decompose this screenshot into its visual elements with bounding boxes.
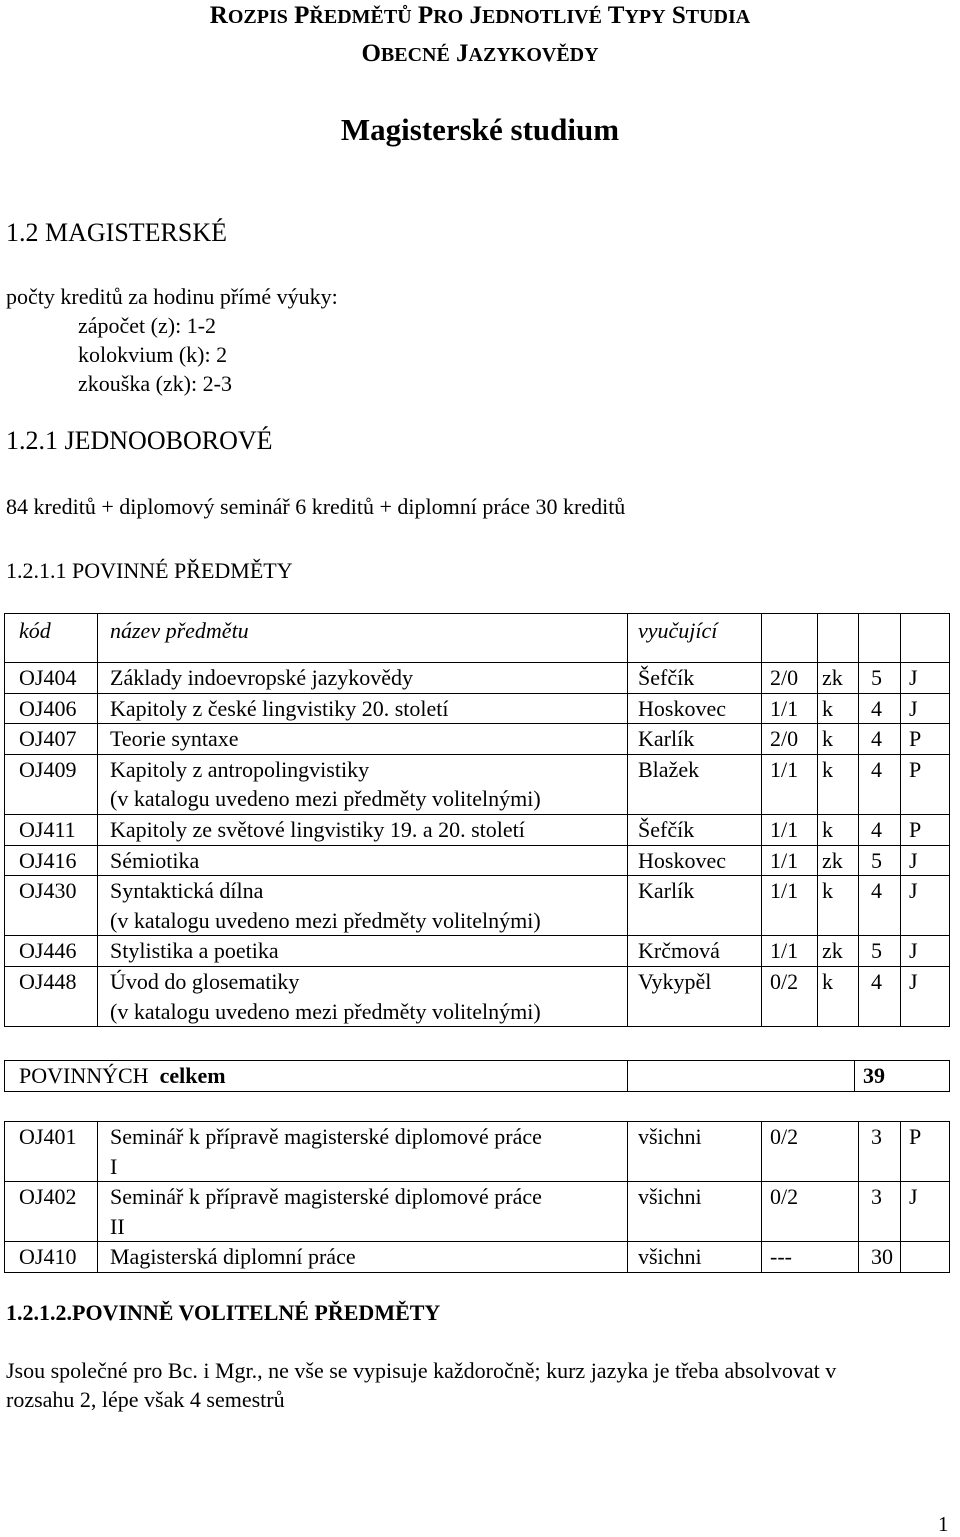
title-text-2: OBECNÉ JAZYKOVĚDY — [361, 40, 599, 67]
header-blank — [762, 614, 818, 663]
course-name — [98, 814, 628, 845]
header-name: název předmětu — [98, 614, 628, 663]
header-blank — [901, 614, 950, 663]
totals-row — [5, 1061, 950, 1092]
page-number: 1 — [938, 1512, 949, 1536]
table-header-row — [5, 614, 950, 663]
header-teacher: vyučující — [628, 614, 762, 663]
course-name — [98, 663, 628, 694]
course-type: P — [901, 724, 950, 755]
header-code: kód — [5, 614, 98, 663]
course-name — [98, 966, 628, 1026]
course-credits: 4 — [859, 693, 901, 724]
thesis-teacher: všichni — [628, 1182, 762, 1242]
table-row — [5, 966, 950, 1026]
table-row — [5, 845, 950, 876]
credit-line: zápočet (z): 1-2 — [78, 313, 217, 338]
course-exam: k — [818, 966, 859, 1026]
course-code: OJ446 — [5, 936, 98, 967]
course-exam: k — [818, 693, 859, 724]
thesis-credits: 3 — [859, 1182, 901, 1242]
total-label-a: POVINNÝCH — [19, 1063, 149, 1088]
header-blank — [818, 614, 859, 663]
section-text-line1: Jsou společné pro Bc. i Mgr., ne vše se vypisuje každoročně; kurz jazyka je třeba absolvovat v — [6, 1358, 837, 1383]
course-code: OJ404 — [5, 663, 98, 694]
course-exam: k — [818, 814, 859, 845]
table-row — [5, 693, 950, 724]
course-credits: 4 — [859, 724, 901, 755]
thesis-hours: 0/2 — [762, 1182, 859, 1242]
course-name — [98, 845, 628, 876]
totals-table — [4, 1060, 950, 1092]
header-blank — [859, 614, 901, 663]
title-text: ROZPIS PŘEDMĚTŮ PRO JEDNOTLIVÉ TYPY STUDIA — [209, 2, 751, 29]
thesis-teacher: všichni — [628, 1242, 762, 1273]
course-code: OJ416 — [5, 845, 98, 876]
thesis-code: OJ402 — [5, 1182, 98, 1242]
thesis-name-cont: II — [110, 1213, 125, 1239]
course-credits: 4 — [859, 814, 901, 845]
course-credits: 5 — [859, 936, 901, 967]
thesis-row — [5, 1182, 950, 1242]
course-name — [98, 693, 628, 724]
table-row — [5, 754, 950, 814]
course-hours: 1/1 — [762, 754, 818, 814]
course-type: J — [901, 966, 950, 1026]
credit-line: kolokvium (k): 2 — [78, 342, 228, 367]
thesis-credits: 3 — [859, 1122, 901, 1182]
thesis-name-cont: I — [110, 1153, 118, 1179]
course-note: (v katalogu uvedeno mezi předměty volitelnými) — [110, 786, 541, 812]
course-teacher: Blažek — [628, 754, 762, 814]
course-name-text: Stylistika a poetika — [110, 938, 279, 964]
course-type: P — [901, 754, 950, 814]
course-name-text: Kapitoly z české lingvistiky 20. století — [110, 695, 449, 721]
course-exam: k — [818, 724, 859, 755]
thesis-name — [98, 1242, 628, 1273]
course-hours: 1/1 — [762, 814, 818, 845]
table-row — [5, 876, 950, 936]
course-teacher: Krčmová — [628, 936, 762, 967]
thesis-row — [5, 1122, 950, 1182]
table-row — [5, 663, 950, 694]
thesis-type: J — [901, 1182, 950, 1242]
course-type: J — [901, 693, 950, 724]
thesis-hours: --- — [762, 1242, 859, 1273]
thesis-type: P — [901, 1122, 950, 1182]
total-label — [5, 1061, 628, 1092]
document-title-line1 — [0, 2, 960, 30]
thesis-name-text: Seminář k přípravě magisterské diplomové práce — [110, 1184, 542, 1210]
course-name — [98, 876, 628, 936]
thesis-row — [5, 1242, 950, 1273]
total-value: 39 — [855, 1061, 950, 1092]
thesis-credits: 30 — [859, 1242, 901, 1273]
course-name-text: Základy indoevropské jazykovědy — [110, 665, 414, 690]
section-text-line2: rozsahu 2, lépe však 4 semestrů — [6, 1387, 285, 1412]
table-row — [5, 936, 950, 967]
course-exam: k — [818, 754, 859, 814]
credits-intro: počty kreditů za hodinu přímé výuky: — [6, 284, 338, 309]
course-type: J — [901, 936, 950, 967]
total-label-b: celkem — [159, 1063, 226, 1088]
credit-line: zkouška (zk): 2-3 — [78, 371, 232, 396]
thesis-code: OJ410 — [5, 1242, 98, 1273]
course-name — [98, 936, 628, 967]
course-code: OJ409 — [5, 754, 98, 814]
thesis-type — [901, 1242, 950, 1273]
credits-summary: 84 kreditů + diplomový seminář 6 kreditů + diplomní práce 30 kreditů — [6, 494, 626, 519]
course-exam: zk — [818, 936, 859, 967]
section-heading-1-2: 1.2 MAGISTERSKÉ — [6, 218, 228, 247]
course-name-text: Teorie syntaxe — [110, 726, 239, 752]
course-credits: 4 — [859, 966, 901, 1026]
course-hours: 1/1 — [762, 876, 818, 936]
course-teacher: Karlík — [628, 876, 762, 936]
section-heading-1-2-1: 1.2.1 JEDNOOBOROVÉ — [6, 426, 273, 455]
thesis-name — [98, 1182, 628, 1242]
course-name-text: Kapitoly z antropolingvistiky — [110, 756, 370, 782]
course-type: J — [901, 845, 950, 876]
course-credits: 5 — [859, 845, 901, 876]
course-code: OJ407 — [5, 724, 98, 755]
section-heading-1-2-1-1: 1.2.1.1 POVINNÉ PŘEDMĚTY — [6, 558, 293, 583]
course-hours: 1/1 — [762, 936, 818, 967]
course-hours: 0/2 — [762, 966, 818, 1026]
course-type: P — [901, 814, 950, 845]
course-type: J — [901, 663, 950, 694]
course-name-text: Kapitoly ze světové lingvistiky 19. a 20. století — [110, 816, 525, 842]
course-name — [98, 754, 628, 814]
course-hours: 1/1 — [762, 845, 818, 876]
course-hours: 2/0 — [762, 663, 818, 694]
course-teacher: Hoskovec — [628, 845, 762, 876]
thesis-name-text: Magisterská diplomní práce — [110, 1244, 356, 1270]
thesis-hours: 0/2 — [762, 1122, 859, 1182]
course-note: (v katalogu uvedeno mezi předměty volitelnými) — [110, 998, 541, 1024]
course-hours: 1/1 — [762, 693, 818, 724]
course-teacher: Vykypěl — [628, 966, 762, 1026]
course-name-text: Syntaktická dílna — [110, 878, 264, 904]
document-subtitle: Magisterské studium — [340, 112, 620, 147]
course-teacher: Hoskovec — [628, 693, 762, 724]
course-code: OJ430 — [5, 876, 98, 936]
table-row — [5, 724, 950, 755]
thesis-name-text: Seminář k přípravě magisterské diplomové práce — [110, 1124, 542, 1149]
course-credits: 4 — [859, 876, 901, 936]
document-title-line2 — [0, 40, 960, 68]
course-name-text: Sémiotika — [110, 847, 200, 873]
mandatory-courses-table — [4, 613, 950, 1027]
table-row — [5, 814, 950, 845]
course-exam: zk — [818, 663, 859, 694]
course-code: OJ411 — [5, 814, 98, 845]
course-teacher: Šefčík — [628, 663, 762, 694]
course-type: J — [901, 876, 950, 936]
course-hours: 2/0 — [762, 724, 818, 755]
thesis-name — [98, 1122, 628, 1182]
course-exam: zk — [818, 845, 859, 876]
total-blank — [628, 1061, 855, 1092]
section-heading-1-2-1-2: 1.2.1.2.POVINNĚ VOLITELNÉ PŘEDMĚTY — [6, 1300, 441, 1325]
course-credits: 5 — [859, 663, 901, 694]
course-note: (v katalogu uvedeno mezi předměty volitelnými) — [110, 907, 541, 933]
course-exam: k — [818, 876, 859, 936]
thesis-teacher: všichni — [628, 1122, 762, 1182]
thesis-code: OJ401 — [5, 1122, 98, 1182]
course-code: OJ406 — [5, 693, 98, 724]
course-name — [98, 724, 628, 755]
course-teacher: Šefčík — [628, 814, 762, 845]
course-credits: 4 — [859, 754, 901, 814]
course-teacher: Karlík — [628, 724, 762, 755]
thesis-table — [4, 1121, 950, 1273]
course-code: OJ448 — [5, 966, 98, 1026]
course-name-text: Úvod do glosematiky — [110, 968, 300, 994]
